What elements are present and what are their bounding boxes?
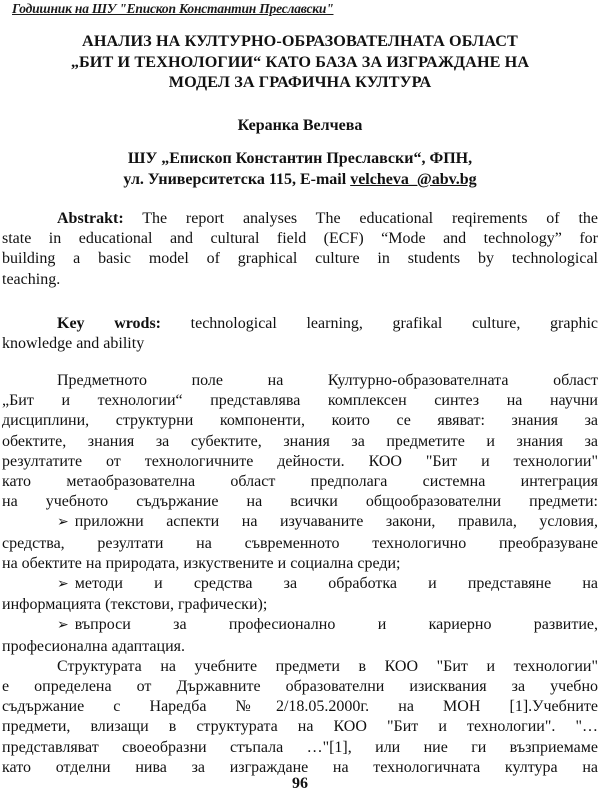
body-line: Предметното поле на Културно-образователната област xyxy=(57,372,598,389)
arrow-bullet-icon: ➢ xyxy=(57,515,69,531)
body-line: „Бит и технологии“ представлява комплексен синтез на научни xyxy=(2,392,598,410)
abstract-label: Abstrakt: xyxy=(57,210,124,227)
bullet-line: средства, резултати на съвременното технологично преобразуване xyxy=(2,534,598,552)
body-line: е определена от Държавните образователни изисквания за учебно xyxy=(2,678,598,696)
bullet-line: професионална адаптация. xyxy=(2,637,186,655)
abstract-line: Abstrakt: The report analyses The educational reqirements of the xyxy=(57,210,598,227)
affiliation xyxy=(0,148,600,190)
keywords-line: knowledge and ability xyxy=(2,335,145,353)
affiliation-line xyxy=(0,169,600,190)
address-text: ул. Университетска 115, E-mail xyxy=(123,171,351,188)
body-line: на учебното съдържание на всички общообразователни предмети: xyxy=(2,493,598,511)
bullet-line: ➢ методи и средства за обработка и представяне на xyxy=(57,575,598,593)
body-line: като метаобразователна област предполага системна интеграция xyxy=(2,473,598,491)
keywords xyxy=(2,314,598,354)
author-name: Керанка Велчева xyxy=(237,117,363,134)
arrow-bullet-icon: ➢ xyxy=(57,577,69,593)
bullet-line: ➢ въпроси за професионално и кариерно развитие, xyxy=(57,616,598,634)
bullet-line: ➢ приложни аспекти на изучаваните закони, правила, условия, xyxy=(57,513,598,531)
running-head: Годишник на ШУ "Епископ Константин Преславски" xyxy=(12,1,334,16)
title-line: МОДЕЛ ЗА ГРАФИЧНА КУЛТУРА xyxy=(168,73,432,91)
body-line: Структурата на учебните предмети в КОО "Бит и технологии" xyxy=(57,657,598,675)
bullet-line: информацията (текстови, графически); xyxy=(2,596,268,614)
body-line: като отделни нива за изграждане на технологичната култура на xyxy=(2,758,598,776)
body-line: предмети, влизащи в структурата на КОО "Бит и технологии". "… xyxy=(2,718,598,736)
keywords-label: Key wrods: xyxy=(57,315,162,332)
abstract xyxy=(2,209,598,290)
body-line: обектите, знания за субектите, знания за предметите и знания за xyxy=(2,432,598,450)
article-title xyxy=(0,31,600,93)
title-line: АНАЛИЗ НА КУЛТУРНО-ОБРАЗОВАТЕЛНАТА ОБЛАСТ xyxy=(82,32,518,50)
keywords-line: Key wrods: technological learning, grafikal culture, graphic xyxy=(57,315,598,332)
abstract-line: teaching. xyxy=(2,270,61,288)
page-number: 96 xyxy=(292,775,308,792)
title-line: „БИТ И ТЕХНОЛОГИИ“ КАТО БАЗА ЗА ИЗГРАЖДАНЕ НА xyxy=(70,52,530,71)
email-link[interactable]: velcheva_@abv.bg xyxy=(350,171,477,188)
body-text xyxy=(2,371,598,778)
arrow-bullet-icon: ➢ xyxy=(57,618,69,634)
body-line: представляват своеобразни стъпала …"[1], или ние ги възприемаме xyxy=(2,738,598,756)
body-line: съдържание с Наредба №2/18.05.2000г. на МОН [1].Учебните xyxy=(2,698,598,716)
abstract-line: building a basic model of graphical culture in students by technological xyxy=(2,250,598,268)
bullet-line: на обектите на природата, изкуствените и социална среди; xyxy=(2,554,401,572)
body-line: резултатите от технологичните дейности. КОО "Бит и технологии" xyxy=(2,452,598,470)
affiliation-line: ШУ „Епископ Константин Преславски“, ФПН, xyxy=(127,150,473,167)
abstract-line: state in educational and cultural field (ECF) “Mode and technology” for xyxy=(2,230,598,248)
body-line: дисциплини, структурни компоненти, които се явяват: знания за xyxy=(2,412,598,430)
